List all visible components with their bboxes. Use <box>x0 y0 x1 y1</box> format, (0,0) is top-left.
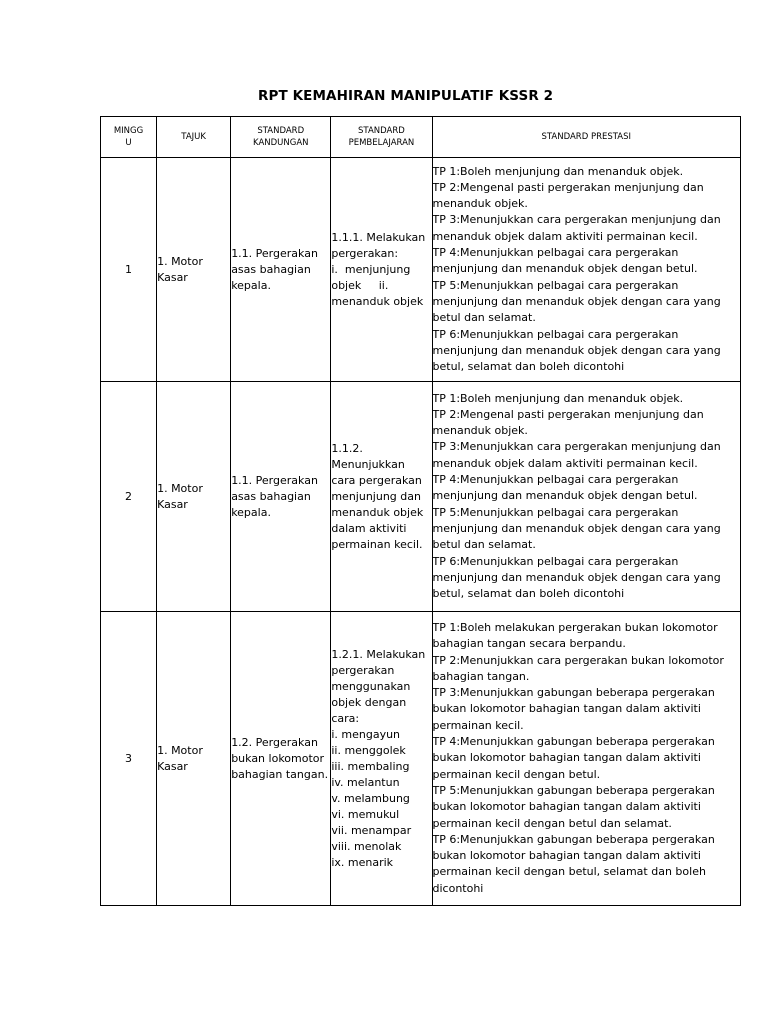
cell-minggu: 2 <box>101 382 157 612</box>
cell-minggu: 3 <box>101 612 157 906</box>
tp-item: TP 3:Menunjukkan cara pergerakan menjunjung dan menanduk objek dalam aktiviti permainan kecil. <box>432 440 721 470</box>
header-tajuk-label: TAJUK <box>181 132 206 142</box>
sp-line: ix. menarik <box>331 855 394 869</box>
header-standard-pembelajaran-label: STANDARD PEMBELAJARAN <box>348 126 415 148</box>
sp-line: viii. menolak <box>331 839 402 853</box>
tp-item: TP 4:Menunjukkan gabungan beberapa pergerakan bukan lokomotor bahagian tangan dalam aktiviti permainan kecil dengan betul. <box>432 735 715 781</box>
cell-standard-pembelajaran <box>331 158 432 382</box>
tp-item: TP 6:Menunjukkan pelbagai cara pergerakan menjunjung dan menanduk objek dengan cara yang betul, selamat dan boleh dicontohi <box>432 554 721 601</box>
cell-standard-kandungan: 1.2. Pergerakan bukan lokomotor bahagian tangan. <box>231 612 331 906</box>
tp-item: TP 5:Menunjukkan pelbagai cara pergerakan menjunjung dan menanduk objek dengan cara yang betul dan selamat. <box>432 278 721 325</box>
header-row <box>101 117 741 158</box>
table-row <box>101 158 741 382</box>
tp-item: TP 2:Mengenal pasti pergerakan menjunjung dan menanduk objek. <box>432 407 704 438</box>
cell-standard-kandungan: 1.1. Pergerakan asas bahagian kepala. <box>231 382 331 612</box>
tp-item: TP 6:Menunjukkan gabungan beberapa pergerakan bukan lokomotor bahagian tangan dalam aktiviti permainan kecil dengan betul, selamat dan boleh dicontohi <box>432 832 715 895</box>
rpt-table <box>100 116 741 906</box>
document-title: RPT KEMAHIRAN MANIPULATIF KSSR 2 <box>258 88 554 104</box>
header-minggu-label: MINGG U <box>113 126 144 148</box>
header-standard-pembelajaran <box>331 117 432 158</box>
sp-line: vii. menampar <box>331 823 412 837</box>
tp-item: TP 3:Menunjukkan gabungan beberapa pergerakan bukan lokomotor bahagian tangan dalam aktiviti permainan kecil. <box>432 686 715 732</box>
header-minggu <box>101 117 157 158</box>
header-standard-prestasi <box>432 117 741 158</box>
sp-line: i. menjunjung objek ii. menanduk objek <box>331 262 424 308</box>
cell-standard-prestasi <box>432 158 741 382</box>
tp-item: TP 1:Boleh menjunjung dan menanduk objek. <box>432 391 684 405</box>
cell-standard-pembelajaran <box>331 612 432 906</box>
table-row <box>101 612 741 906</box>
sp-line: 1.1.2. Menunjukkan cara pergerakan menjunjung dan menanduk objek dalam aktiviti permainan kecil. <box>331 441 424 551</box>
header-tajuk <box>157 117 231 158</box>
cell-standard-kandungan: 1.1. Pergerakan asas bahagian kepala. <box>231 158 331 382</box>
cell-standard-pembelajaran <box>331 382 432 612</box>
tp-item: TP 1:Boleh menjunjung dan menanduk objek. <box>432 164 684 178</box>
cell-tajuk: 1. Motor Kasar <box>157 382 231 612</box>
header-standard-prestasi-label: STANDARD PRESTASI <box>541 132 631 142</box>
tp-item: TP 5:Menunjukkan gabungan beberapa pergerakan bukan lokomotor bahagian tangan dalam aktiviti permainan kecil dengan betul dan selamat. <box>432 783 715 830</box>
tp-item: TP 3:Menunjukkan cara pergerakan menjunjung dan menanduk objek dalam aktiviti permainan kecil. <box>432 213 721 243</box>
tp-item: TP 6:Menunjukkan pelbagai cara pergerakan menjunjung dan menanduk objek dengan cara yang betul, selamat dan boleh dicontohi <box>432 327 721 374</box>
cell-minggu: 1 <box>101 158 157 382</box>
sp-line: i. mengayun <box>331 727 401 741</box>
tp-item: TP 2:Menunjukkan cara pergerakan bukan lokomotor bahagian tangan. <box>432 653 724 683</box>
table-row <box>101 382 741 612</box>
tp-item: TP 5:Menunjukkan pelbagai cara pergerakan menjunjung dan menanduk objek dengan cara yang betul dan selamat. <box>432 505 721 552</box>
cell-tajuk: 1. Motor Kasar <box>157 612 231 906</box>
cell-tajuk: 1. Motor Kasar <box>157 158 231 382</box>
sp-line: v. melambung <box>331 791 410 805</box>
tp-item: TP 1:Boleh melakukan pergerakan bukan lokomotor bahagian tangan secara berpandu. <box>432 620 718 651</box>
tp-item: TP 4:Menunjukkan pelbagai cara pergerakan menjunjung dan menanduk objek dengan betul. <box>432 473 698 503</box>
sp-line: 1.2.1. Melakukan pergerakan menggunakan objek dengan cara: <box>331 647 426 725</box>
sp-line: iii. membaling <box>331 759 410 773</box>
tp-item: TP 2:Mengenal pasti pergerakan menjunjung dan menanduk objek. <box>432 180 704 211</box>
cell-standard-prestasi <box>432 382 741 612</box>
sp-line: 1.1.1. Melakukan pergerakan: <box>331 230 426 260</box>
header-standard-kandungan-label: STANDARD KANDUNGAN <box>253 126 309 148</box>
cell-standard-prestasi <box>432 612 741 906</box>
header-standard-kandungan <box>231 117 331 158</box>
tp-item: TP 4:Menunjukkan pelbagai cara pergerakan menjunjung dan menanduk objek dengan betul. <box>432 246 698 276</box>
sp-line: vi. memukul <box>331 807 400 821</box>
sp-line: iv. melantun <box>331 775 400 789</box>
sp-line: ii. menggolek <box>331 743 406 757</box>
